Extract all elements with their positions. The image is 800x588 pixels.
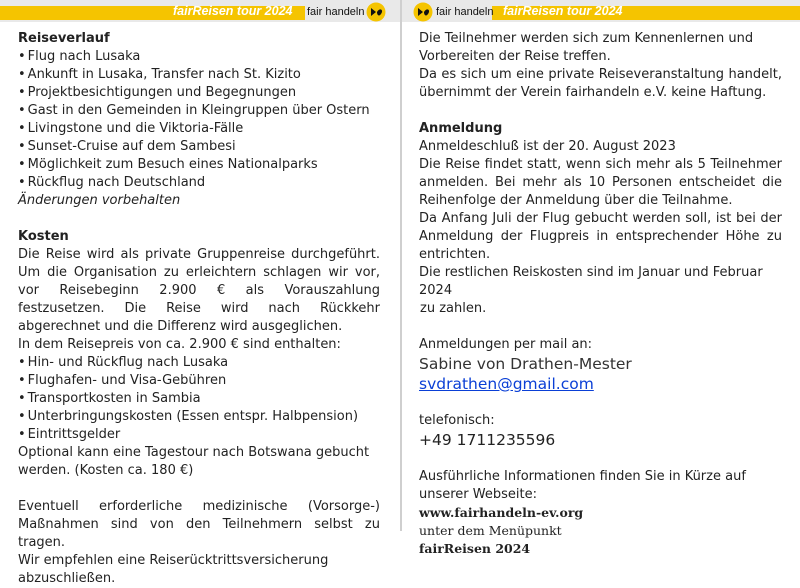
- reiseverlauf-list: [18, 48, 380, 192]
- aenderungen-note: Änderungen vorbehalten: [18, 193, 181, 208]
- versicherung-text: Wir empfehlen eine Reiserücktrittsversicherung abzuschließen.: [18, 553, 329, 586]
- list-item: • Gast in den Gemeinden in Kleingruppen über Ostern: [18, 102, 380, 120]
- phone-intro: telefonisch:: [419, 413, 495, 428]
- list-item: • Flughafen- und Visa-Gebühren: [18, 372, 380, 390]
- header-right-brand: fair handeln: [436, 6, 494, 18]
- contact-name: Sabine von Drathen-Mester: [419, 355, 632, 373]
- restkosten-text-2: zu zahlen.: [420, 301, 487, 316]
- header-left-title: fairReisen tour 2024: [173, 4, 293, 18]
- teilnahme-text: Die Reise findet statt, wenn sich mehr als 5 Teilnehmer anmelden. Bei mehr als 10 Personen entscheidet die Reihenfolge der Anmeldung über die Teilnahme.: [419, 157, 782, 208]
- right-column: [419, 30, 782, 558]
- anmeldung-heading: Anmeldung: [419, 121, 503, 136]
- medizin-text: Eventuell erforderliche medizinische (Vorsorge-) Maßnahmen sind von den Teilnehmern selbst zu tragen.: [18, 499, 380, 550]
- haftung-text: Da es sich um eine private Reiseveranstaltung handelt, übernimmt der Verein fairhandeln e.V. keine Haftung.: [419, 67, 782, 100]
- header-left-brand: fair handeln: [307, 6, 365, 18]
- list-item: • Eintrittsgelder: [18, 426, 380, 444]
- list-item: • Unterbringungskosten (Essen entspr. Halbpension): [18, 408, 380, 426]
- fairhandeln-logo-icon: [412, 1, 434, 23]
- reiseverlauf-heading: Reiseverlauf: [18, 31, 110, 46]
- preis-list: [18, 354, 380, 444]
- menu-item: fairReisen 2024: [419, 541, 531, 556]
- mail-intro: Anmeldungen per mail an:: [419, 337, 593, 352]
- kosten-text: Die Reise wird als private Gruppenreise durchgeführt. Um die Organisation zu erleichtern schlagen wir vor, vor Reisebeginn 2.900 € als Vorauszahlung festzusetzen. Die Reise wird nach Rückkehr abgerechnet und die Differenz wird ausgeglichen.: [18, 247, 380, 334]
- optional-text: Optional kann eine Tagestour nach Botswana gebucht werden. (Kosten ca. 180 €): [18, 445, 370, 478]
- header-right-title: fairReisen tour 2024: [503, 4, 623, 18]
- list-item: • Projektbesichtigungen und Begegnungen: [18, 84, 380, 102]
- flug-text: Da Anfang Juli der Flug gebucht werden soll, ist bei der Anmeldung der Flugpreis in entsprechender Höhe zu entrichten.: [419, 211, 782, 262]
- preis-intro: In dem Reisepreis von ca. 2.900 € sind enthalten:: [18, 337, 341, 352]
- left-column: [18, 30, 380, 588]
- treffen-text: Die Teilnehmer werden sich zum Kennenlernen und Vorbereiten der Reise treffen.: [419, 31, 754, 64]
- list-item: • Ankunft in Lusaka, Transfer nach St. Kizito: [18, 66, 380, 84]
- anmeldeschluss-text: Anmeldeschluß ist der 20. August 2023: [419, 139, 676, 154]
- list-item: • Flug nach Lusaka: [18, 48, 380, 66]
- list-item: • Sunset-Cruise auf dem Sambesi: [18, 138, 380, 156]
- page-divider: [400, 0, 402, 531]
- website-link[interactable]: www.fairhandeln-ev.org: [419, 505, 584, 520]
- info-text: Ausführliche Informationen finden Sie in Kürze auf unserer Webseite:: [419, 469, 746, 502]
- contact-email-link[interactable]: svdrathen@gmail.com: [419, 375, 594, 393]
- restkosten-text: Die restlichen Reiskosten sind im Januar und Februar 2024: [419, 265, 763, 298]
- list-item: • Hin- und Rückflug nach Lusaka: [18, 354, 380, 372]
- menu-text: unter dem Menüpunkt: [419, 523, 562, 538]
- list-item: • Livingstone und die Viktoria-Fälle: [18, 120, 380, 138]
- list-item: • Rückflug nach Deutschland: [18, 174, 380, 192]
- list-item: • Transportkosten in Sambia: [18, 390, 380, 408]
- list-item: • Möglichkeit zum Besuch eines Nationalparks: [18, 156, 380, 174]
- kosten-heading: Kosten: [18, 229, 69, 244]
- phone-number: +49 1711235596: [419, 431, 556, 449]
- fairhandeln-logo-icon: [365, 1, 387, 23]
